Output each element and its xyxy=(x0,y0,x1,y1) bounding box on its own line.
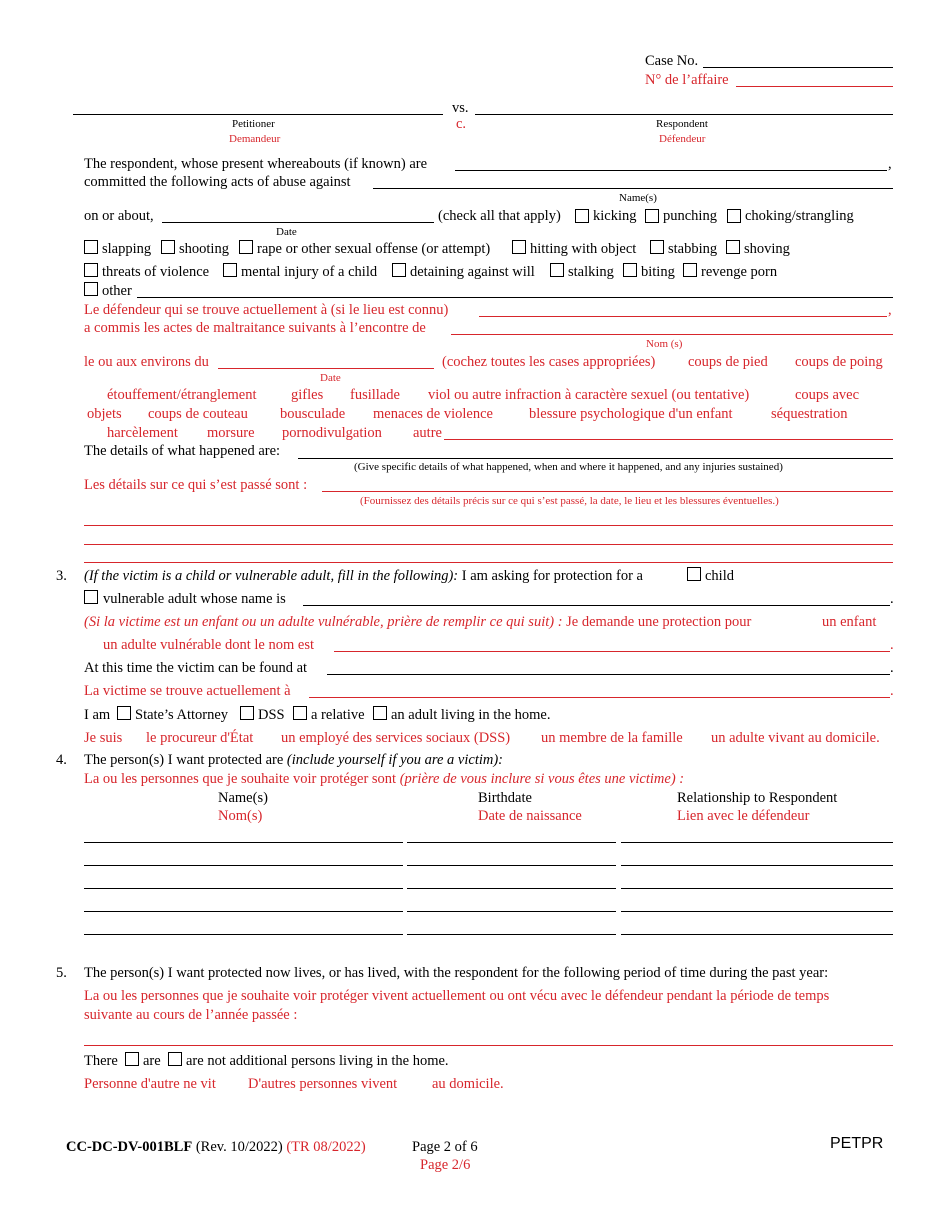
form-tr: (TR 08/2022) xyxy=(282,1139,366,1155)
vs-label-fr: c. xyxy=(456,116,467,132)
section-5-text-fr-1: La ou les personnes que je souhaite voir protéger vivent actuellement ou ont vécu avec le défendeur pendant la période de temps xyxy=(84,988,830,1004)
section-5-number: 5. xyxy=(56,965,67,981)
adult-living-checkbox[interactable] xyxy=(373,706,387,720)
punching-checkbox[interactable] xyxy=(645,209,659,223)
mental-injury-label-fr: blessure psychologique d'un enfant xyxy=(529,406,733,422)
section-4-intro-italic: (include yourself if you are a victim): xyxy=(283,752,504,768)
details-line-3[interactable] xyxy=(84,562,893,563)
table-row-2-birthdate[interactable] xyxy=(407,865,616,866)
revenge-porn-checkbox[interactable] xyxy=(683,263,697,277)
section-4-number: 4. xyxy=(56,752,67,768)
vulnerable-adult-name-field[interactable] xyxy=(303,605,890,606)
threats-checkbox[interactable] xyxy=(84,263,98,277)
states-attorney-label: State’s Attorney xyxy=(135,707,229,723)
stabbing-checkbox[interactable] xyxy=(650,240,664,254)
shooting-label: shooting xyxy=(179,241,229,257)
biting-checkbox[interactable] xyxy=(623,263,637,277)
section-3-intro-italic: (If the victim is a child or vulnerable adult, fill in the following): xyxy=(84,568,459,584)
adult-living-label-fr: un adulte vivant au domicile. xyxy=(711,730,880,746)
table-row-2-name[interactable] xyxy=(84,865,403,866)
col-relationship-header: Relationship to Respondent xyxy=(677,790,838,806)
other-field[interactable] xyxy=(137,297,893,298)
respondent-caption-fr: Défendeur xyxy=(659,133,706,145)
date-caption-fr: Date xyxy=(320,372,341,384)
kicking-checkbox[interactable] xyxy=(575,209,589,223)
victim-names-field[interactable] xyxy=(373,188,893,189)
vulnerable-adult-checkbox[interactable] xyxy=(84,590,98,604)
choking-label: choking/strangling xyxy=(745,208,854,224)
dss-label-fr: un employé des services sociaux (DSS) xyxy=(281,730,511,746)
details-label-fr: Les détails sur ce qui s’est passé sont : xyxy=(84,477,308,493)
found-at-field[interactable] xyxy=(327,674,890,675)
stalking-label-fr: harcèlement xyxy=(107,425,178,441)
child-label-fr: un enfant xyxy=(822,614,877,630)
col-names-header: Name(s) xyxy=(218,790,268,806)
section-5-text: The person(s) I want protected now lives, or has lived, with the respondent for the following period of time during the past year: xyxy=(84,965,829,981)
case-no-label: Case No. xyxy=(645,53,699,69)
table-row-3-birthdate[interactable] xyxy=(407,888,616,889)
petitioner-caption-fr: Demandeur xyxy=(229,133,281,145)
choking-label-fr: étouffement/étranglement xyxy=(107,387,257,403)
details-caption: (Give specific details of what happened, when and where it happened, and any injuries sustained) xyxy=(354,461,783,473)
stabbing-label-fr: coups de couteau xyxy=(148,406,248,422)
found-at-label: At this time the victim can be found at xyxy=(84,660,308,676)
abuse-against-label: committed the following acts of abuse against xyxy=(84,174,351,190)
table-row-5-birthdate[interactable] xyxy=(407,934,616,935)
are-not-label: are not additional persons living in the home. xyxy=(186,1053,449,1069)
period-1: . xyxy=(890,591,894,607)
punching-label: punching xyxy=(663,208,717,224)
table-row-4-name[interactable] xyxy=(84,911,403,912)
page-number: Page 2 of 6 xyxy=(412,1139,478,1155)
mental-injury-checkbox[interactable] xyxy=(223,263,237,277)
there-label: There xyxy=(84,1053,118,1069)
section-4-intro xyxy=(84,752,503,769)
stalking-checkbox[interactable] xyxy=(550,263,564,277)
detaining-label-fr: séquestration xyxy=(771,406,848,422)
period-4: . xyxy=(890,683,894,699)
table-row-2-relationship[interactable] xyxy=(621,865,893,866)
form-code: PETPR xyxy=(830,1135,884,1152)
shoving-label: shoving xyxy=(744,241,790,257)
are-checkbox[interactable] xyxy=(125,1052,139,1066)
table-row-3-name[interactable] xyxy=(84,888,403,889)
section-3-intro-fr-italic: (Si la victime est un enfant ou un adulte vulnérable, prière de remplir ce qui suit) : xyxy=(84,614,563,630)
hitting-label-fr-a: coups avec xyxy=(795,387,860,403)
section-4-intro-fr-italic: (prière de vous inclure si vous êtes une victime) : xyxy=(396,771,685,787)
col-birthdate-header: Birthdate xyxy=(478,790,532,806)
adult-living-label: an adult living in the home. xyxy=(391,707,551,723)
section-4-intro-fr xyxy=(84,771,684,788)
date-field[interactable] xyxy=(162,222,434,223)
relative-checkbox[interactable] xyxy=(293,706,307,720)
table-row-4-relationship[interactable] xyxy=(621,911,893,912)
dss-label: DSS xyxy=(258,707,285,723)
other-label: other xyxy=(102,283,132,299)
section-5-text-fr-2: suivante au cours de l’année passée : xyxy=(84,1007,298,1023)
kicking-label: kicking xyxy=(593,208,637,224)
section-5-fr-a: Personne d'autre ne vit xyxy=(84,1076,216,1092)
are-label: are xyxy=(143,1053,161,1069)
i-am-label: I am xyxy=(84,707,111,723)
victim-names-field-fr[interactable] xyxy=(451,334,893,335)
section-3-intro-text: I am asking for protection for a xyxy=(458,568,643,584)
comma-fr: , xyxy=(888,302,892,318)
shoving-label-fr: bousculade xyxy=(280,406,346,422)
abuse-against-label-fr: a commis les actes de maltraitance suivants à l’encontre de xyxy=(84,320,426,336)
slapping-checkbox[interactable] xyxy=(84,240,98,254)
section-4-intro-text: The person(s) I want protected are xyxy=(84,752,284,768)
col-birthdate-header-fr: Date de naissance xyxy=(478,808,582,824)
vs-label: vs. xyxy=(452,100,469,116)
table-row-1-name[interactable] xyxy=(84,842,403,843)
whereabouts-field[interactable] xyxy=(455,170,887,171)
section-4-intro-fr-text: La ou les personnes que je souhaite voir protéger sont xyxy=(84,771,397,787)
period-of-time-field[interactable] xyxy=(84,1045,893,1046)
vulnerable-adult-name-field-fr[interactable] xyxy=(334,651,890,652)
dss-checkbox[interactable] xyxy=(240,706,254,720)
child-checkbox[interactable] xyxy=(687,567,701,581)
whereabouts-label: The respondent, whose present whereabouts (if known) are xyxy=(84,156,428,172)
names-caption: Name(s) xyxy=(619,192,657,204)
case-no-field-fr[interactable] xyxy=(736,86,893,87)
section-3-intro xyxy=(84,568,643,585)
relative-label-fr: un membre de la famille xyxy=(541,730,683,746)
check-all-label-fr: (cochez toutes les cases appropriées) xyxy=(442,354,656,370)
details-field-fr[interactable] xyxy=(322,491,893,492)
detaining-checkbox[interactable] xyxy=(392,263,406,277)
hitting-label: hitting with object xyxy=(530,241,637,257)
names-caption-fr: Nom (s) xyxy=(646,338,683,350)
check-all-label: (check all that apply) xyxy=(438,208,561,224)
table-row-3-relationship[interactable] xyxy=(621,888,893,889)
section-5-fr-b: D'autres personnes vivent xyxy=(248,1076,398,1092)
on-or-about-label: on or about, xyxy=(84,208,154,224)
vulnerable-adult-label: vulnerable adult whose name is xyxy=(103,591,286,607)
threats-label-fr: menaces de violence xyxy=(373,406,493,422)
hitting-checkbox[interactable] xyxy=(512,240,526,254)
vulnerable-adult-label-fr: un adulte vulnérable dont le nom est xyxy=(103,637,315,653)
states-attorney-checkbox[interactable] xyxy=(117,706,131,720)
date-caption: Date xyxy=(276,226,297,238)
whereabouts-field-fr[interactable] xyxy=(479,316,887,317)
relative-label: a relative xyxy=(311,707,365,723)
punching-label-fr: coups de poing xyxy=(795,354,883,370)
petitioner-caption: Petitioner xyxy=(232,118,275,130)
section-3-intro-fr-text: Je demande une protection pour xyxy=(562,614,752,630)
rape-checkbox[interactable] xyxy=(239,240,253,254)
shooting-checkbox[interactable] xyxy=(161,240,175,254)
table-row-5-relationship[interactable] xyxy=(621,934,893,935)
page-number-fr: Page 2/6 xyxy=(420,1157,471,1173)
biting-label-fr: morsure xyxy=(207,425,255,441)
states-attorney-label-fr: le procureur d'État xyxy=(146,730,254,746)
kicking-label-fr: coups de pied xyxy=(688,354,768,370)
revenge-porn-label-fr: pornodivulgation xyxy=(282,425,382,441)
period-2: . xyxy=(890,637,894,653)
date-field-fr[interactable] xyxy=(218,368,434,369)
details-line-1[interactable] xyxy=(84,525,893,526)
case-no-label-fr: N° de l’affaire xyxy=(645,72,729,88)
comma: , xyxy=(888,156,892,172)
details-caption-fr: (Fournissez des détails précis sur ce qui s’est passé, la date, le lieu et les blessures éventuelles.) xyxy=(360,495,779,507)
section-3-intro-fr xyxy=(84,614,751,631)
period-3: . xyxy=(890,660,894,676)
details-field[interactable] xyxy=(298,458,893,459)
respondent-field[interactable] xyxy=(475,114,893,115)
stalking-label: stalking xyxy=(568,264,614,280)
stabbing-label: stabbing xyxy=(668,241,718,257)
table-row-5-name[interactable] xyxy=(84,934,403,935)
form-id-code: CC-DC-DV-001BLF xyxy=(66,1139,193,1155)
details-line-2[interactable] xyxy=(84,544,893,545)
slapping-label-fr: gifles xyxy=(291,387,324,403)
revenge-porn-label: revenge porn xyxy=(701,264,778,280)
other-field-fr[interactable] xyxy=(444,439,893,440)
mental-injury-label: mental injury of a child xyxy=(241,264,378,280)
rape-label-fr: viol ou autre infraction à caractère sexuel (ou tentative) xyxy=(428,387,750,403)
other-label-fr: autre xyxy=(413,425,442,441)
respondent-caption: Respondent xyxy=(656,118,708,130)
form-rev: (Rev. 10/2022) xyxy=(192,1139,283,1155)
form-id xyxy=(66,1139,366,1156)
threats-label: threats of violence xyxy=(102,264,210,280)
section-5-fr-c: au domicile. xyxy=(432,1076,504,1092)
hitting-label-fr-b: objets xyxy=(87,406,122,422)
case-no-field[interactable] xyxy=(703,67,893,68)
child-label: child xyxy=(705,568,734,584)
i-am-label-fr: Je suis xyxy=(84,730,123,746)
shoving-checkbox[interactable] xyxy=(726,240,740,254)
found-at-label-fr: La victime se trouve actuellement à xyxy=(84,683,291,699)
other-checkbox[interactable] xyxy=(84,282,98,296)
whereabouts-label-fr: Le défendeur qui se trouve actuellement à (si le lieu est connu) xyxy=(84,302,449,318)
on-or-about-label-fr: le ou aux environs du xyxy=(84,354,209,370)
found-at-field-fr[interactable] xyxy=(309,697,890,698)
table-row-1-relationship[interactable] xyxy=(621,842,893,843)
biting-label: biting xyxy=(641,264,675,280)
choking-checkbox[interactable] xyxy=(727,209,741,223)
table-row-4-birthdate[interactable] xyxy=(407,911,616,912)
col-relationship-header-fr: Lien avec le défendeur xyxy=(677,808,810,824)
shooting-label-fr: fusillade xyxy=(350,387,400,403)
details-label: The details of what happened are: xyxy=(84,443,281,459)
col-names-header-fr: Nom(s) xyxy=(218,808,263,824)
are-not-checkbox[interactable] xyxy=(168,1052,182,1066)
table-row-1-birthdate[interactable] xyxy=(407,842,616,843)
detaining-label: detaining against will xyxy=(410,264,535,280)
petitioner-field[interactable] xyxy=(73,114,443,115)
section-3-number: 3. xyxy=(56,568,67,584)
rape-label: rape or other sexual offense (or attempt) xyxy=(257,241,491,257)
slapping-label: slapping xyxy=(102,241,152,257)
